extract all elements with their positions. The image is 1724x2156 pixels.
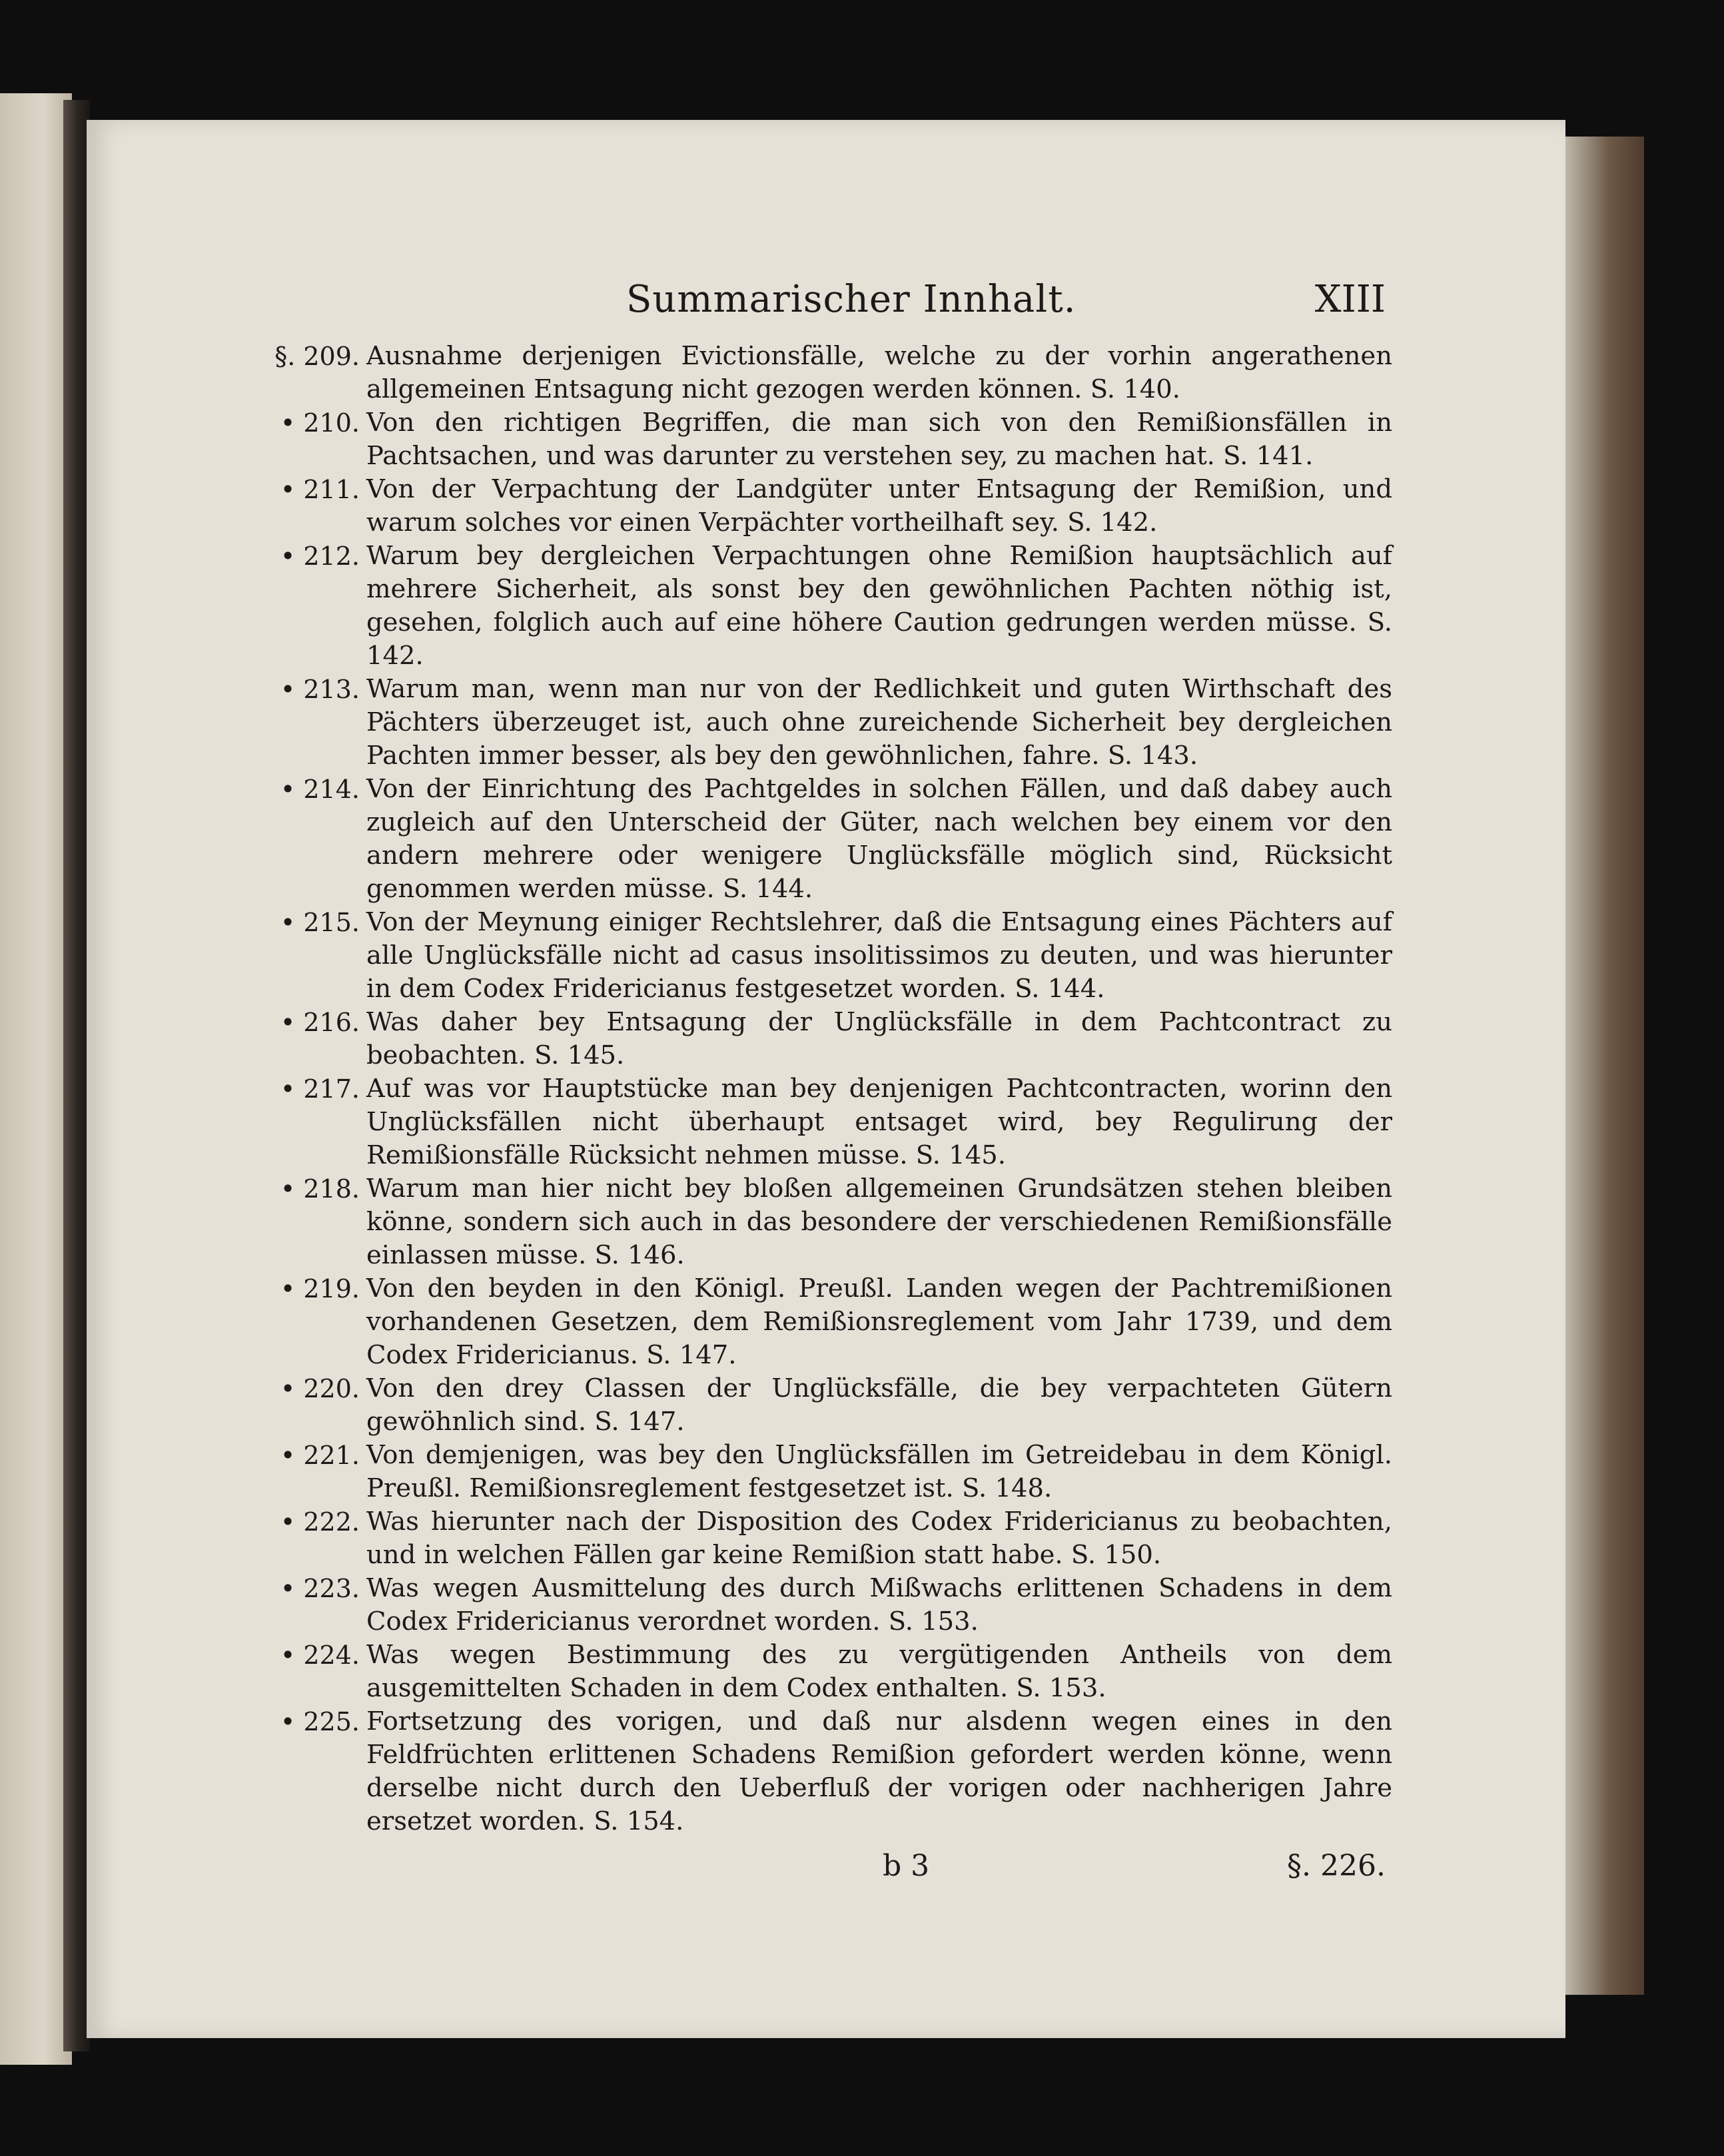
entry-text: Was daher bey Entsagung der Unglücksfälle in dem Pachtcontract zu beobachten. S. 145. <box>366 1007 1392 1070</box>
page-text <box>233 273 1392 1888</box>
section-number: • 217. <box>280 1074 360 1104</box>
section-number: • 224. <box>280 1640 360 1670</box>
page-number: XIII <box>1314 278 1386 321</box>
entry-text: Von den richtigen Begriffen, die man sich von den Remißionsfällen in Pachtsachen, und was darunter zu verstehen sey, zu machen hat. S. 141. <box>366 408 1392 471</box>
section-number: • 225. <box>280 1707 360 1736</box>
section-number: • 220. <box>280 1374 360 1403</box>
section-number: • 211. <box>280 475 360 504</box>
section-number: • 222. <box>280 1507 360 1537</box>
entry-text: Fortsetzung des vorigen, und daß nur alsdenn wegen eines in den Feldfrüchten erlittenen Schadens Remißion gefordert werden könne, wenn derselbe nicht durch den Ueberfluß der vorigen oder nachherigen Jahre ersetzet worden. S. 154. <box>366 1706 1392 1836</box>
section-number: • 223. <box>280 1574 360 1603</box>
list-item <box>233 773 1392 906</box>
list-item <box>233 1172 1392 1272</box>
list-item <box>233 1439 1392 1505</box>
list-item <box>233 1372 1392 1439</box>
section-number: • 216. <box>280 1008 360 1037</box>
entry-text: Was wegen Bestimmung des zu vergütigenden Antheils von dem ausgemittelten Schaden in dem Codex enthalten. S. 153. <box>366 1640 1392 1703</box>
entry-text: Von demjenigen, was bey den Unglücksfällen im Getreidebau in dem Königl. Preußl. Remißionsreglement festgesetzet ist. S. 148. <box>366 1440 1392 1503</box>
list-item <box>233 1705 1392 1838</box>
facing-page-edge <box>0 93 72 2065</box>
entry-text: Warum man, wenn man nur von der Redlichkeit und guten Wirthschaft des Pächters überzeuget ist, auch ohne zureichende Sicherheit bey dergleichen Pachten immer besser, als bey den gewöhnlichen, fahre. S. 143. <box>366 674 1392 771</box>
list-item <box>233 1572 1392 1638</box>
section-number: • 210. <box>280 408 360 438</box>
entry-text: Warum man hier nicht bey bloßen allgemeinen Grundsätzen stehen bleiben könne, sondern sich auch in das besondere der verschiedenen Remißionsfälle einlassen müsse. S. 146. <box>366 1174 1392 1270</box>
list-item <box>233 673 1392 773</box>
entry-text: Von den beyden in den Königl. Preußl. Landen wegen der Pachtremißionen vorhandenen Gesetzen, dem Remißionsreglement vom Jahr 1739, und dem Codex Fridericianus. S. 147. <box>366 1273 1392 1370</box>
section-number: • 214. <box>280 775 360 804</box>
running-title: Summarischer Innhalt. <box>626 278 1077 321</box>
entry-list <box>233 340 1392 1838</box>
entry-text: Von den drey Classen der Unglücksfälle, die bey verpachteten Gütern gewöhnlich sind. S. 147. <box>366 1373 1392 1437</box>
entry-text: Ausnahme derjenigen Evictionsfälle, welche zu der vorhin angerathenen allgemeinen Entsagung nicht gezogen werden können. S. 140. <box>366 341 1392 404</box>
catchword: §. 226. <box>1287 1849 1386 1883</box>
entry-text: Von der Einrichtung des Pachtgeldes in solchen Fällen, und daß dabey auch zugleich auf den Unterscheid der Güter, nach welchen bey einem vor den andern mehrere oder wenigere Unglücksfälle möglich sind, Rücksicht genommen werden müsse. S. 144. <box>366 774 1392 904</box>
entry-text: Was wegen Ausmittelung des durch Mißwachs erlittenen Schadens in dem Codex Fridericianus verordnet worden. S. 153. <box>366 1573 1392 1636</box>
section-number: • 215. <box>280 908 360 937</box>
section-number: • 218. <box>280 1174 360 1204</box>
section-number: • 219. <box>280 1274 360 1303</box>
list-item <box>233 906 1392 1006</box>
list-item <box>233 406 1392 473</box>
entry-text: Warum bey dergleichen Verpachtungen ohne Remißion hauptsächlich auf mehrere Sicherheit, als sonst bey den gewöhnlichen Pachten nöthig ist, gesehen, folglich auch auf eine höhere Caution gedrungen werden müsse. S. 142. <box>366 541 1392 671</box>
section-number: • 213. <box>280 675 360 704</box>
list-item <box>233 1638 1392 1705</box>
list-item <box>233 1272 1392 1372</box>
entry-text: Was hierunter nach der Disposition des Codex Fridericianus zu beobachten, und in welchen Fällen gar keine Remißion statt habe. S. 150. <box>366 1507 1392 1570</box>
page-fore-edge <box>1565 137 1644 1995</box>
page-footer <box>233 1848 1392 1888</box>
section-number: • 221. <box>280 1441 360 1470</box>
list-item <box>233 340 1392 406</box>
list-item <box>233 1072 1392 1172</box>
section-number: §. 209. <box>274 342 360 371</box>
entry-text: Von der Verpachtung der Landgüter unter Entsagung der Remißion, und warum solches vor einen Verpächter vortheilhaft sey. S. 142. <box>366 474 1392 538</box>
list-item <box>233 473 1392 539</box>
entry-text: Auf was vor Hauptstücke man bey denjenigen Pachtcontracten, worinn den Unglücksfällen nicht überhaupt entsaget wird, bey Regulirung der Remißionsfälle Rücksicht nehmen müsse. S. 145. <box>366 1074 1392 1170</box>
list-item <box>233 1505 1392 1572</box>
entry-text: Von der Meynung einiger Rechtslehrer, daß die Entsagung eines Pächters auf alle Unglücksfälle nicht ad casus insolitissimos zu deuten, und was hierunter in dem Codex Fridericianus festgesetzet worden. S. 144. <box>366 907 1392 1004</box>
section-number: • 212. <box>280 541 360 571</box>
page-header <box>233 273 1392 340</box>
book-spine <box>63 100 90 2051</box>
list-item <box>233 539 1392 673</box>
list-item <box>233 1006 1392 1072</box>
signature-mark: b 3 <box>883 1849 930 1883</box>
